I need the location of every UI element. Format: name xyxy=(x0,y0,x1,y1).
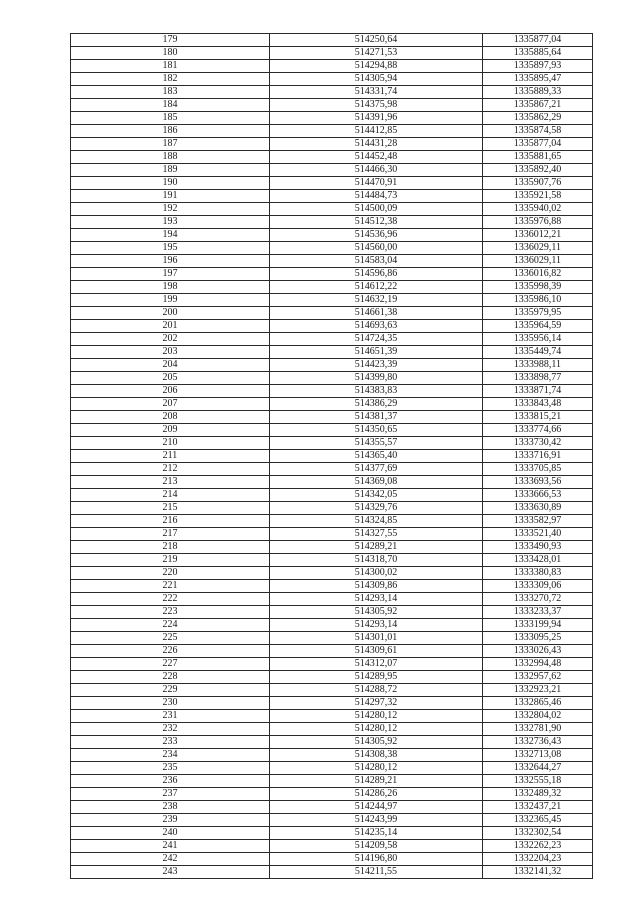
y-coordinate-cell: 1335964,59 xyxy=(483,320,593,333)
y-coordinate-cell: 1332437,21 xyxy=(483,801,593,814)
x-coordinate-cell: 514297,32 xyxy=(270,697,483,710)
table-row xyxy=(71,827,593,840)
y-coordinate-cell: 1335979,95 xyxy=(483,307,593,320)
point-number-cell: 226 xyxy=(71,645,270,658)
table-row xyxy=(71,853,593,866)
x-coordinate-cell: 514301,01 xyxy=(270,632,483,645)
table-row xyxy=(71,762,593,775)
y-coordinate-cell: 1333233,37 xyxy=(483,606,593,619)
x-coordinate-cell: 514289,21 xyxy=(270,541,483,554)
x-coordinate-cell: 514250,64 xyxy=(270,34,483,47)
point-number-cell: 221 xyxy=(71,580,270,593)
table-row xyxy=(71,86,593,99)
y-coordinate-cell: 1333309,06 xyxy=(483,580,593,593)
point-number-cell: 239 xyxy=(71,814,270,827)
y-coordinate-cell: 1335940,02 xyxy=(483,203,593,216)
x-coordinate-cell: 514536,96 xyxy=(270,229,483,242)
x-coordinate-cell: 514329,76 xyxy=(270,502,483,515)
y-coordinate-cell: 1335976,88 xyxy=(483,216,593,229)
table-row xyxy=(71,489,593,502)
y-coordinate-cell: 1335874,58 xyxy=(483,125,593,138)
y-coordinate-cell: 1333988,11 xyxy=(483,359,593,372)
x-coordinate-cell: 514651,39 xyxy=(270,346,483,359)
point-number-cell: 209 xyxy=(71,424,270,437)
table-row xyxy=(71,645,593,658)
x-coordinate-cell: 514386,29 xyxy=(270,398,483,411)
table-row xyxy=(71,294,593,307)
table-row xyxy=(71,47,593,60)
x-coordinate-cell: 514318,70 xyxy=(270,554,483,567)
point-number-cell: 214 xyxy=(71,489,270,502)
table-row xyxy=(71,190,593,203)
x-coordinate-cell: 514596,86 xyxy=(270,268,483,281)
y-coordinate-cell: 1333026,43 xyxy=(483,645,593,658)
point-number-cell: 211 xyxy=(71,450,270,463)
x-coordinate-cell: 514293,14 xyxy=(270,619,483,632)
point-number-cell: 195 xyxy=(71,242,270,255)
y-coordinate-cell: 1335889,33 xyxy=(483,86,593,99)
table-row xyxy=(71,840,593,853)
table-row xyxy=(71,671,593,684)
table-row xyxy=(71,593,593,606)
point-number-cell: 225 xyxy=(71,632,270,645)
table-row xyxy=(71,736,593,749)
y-coordinate-cell: 1333705,85 xyxy=(483,463,593,476)
table-row xyxy=(71,450,593,463)
point-number-cell: 212 xyxy=(71,463,270,476)
table-row xyxy=(71,177,593,190)
x-coordinate-cell: 514560,00 xyxy=(270,242,483,255)
point-number-cell: 200 xyxy=(71,307,270,320)
y-coordinate-cell: 1335885,64 xyxy=(483,47,593,60)
table-row xyxy=(71,437,593,450)
y-coordinate-cell: 1333666,53 xyxy=(483,489,593,502)
x-coordinate-cell: 514308,38 xyxy=(270,749,483,762)
table-row xyxy=(71,229,593,242)
y-coordinate-cell: 1332804,02 xyxy=(483,710,593,723)
point-number-cell: 181 xyxy=(71,60,270,73)
y-coordinate-cell: 1332994,48 xyxy=(483,658,593,671)
table-row xyxy=(71,268,593,281)
x-coordinate-cell: 514512,38 xyxy=(270,216,483,229)
y-coordinate-cell: 1332302,54 xyxy=(483,827,593,840)
x-coordinate-cell: 514365,40 xyxy=(270,450,483,463)
point-number-cell: 210 xyxy=(71,437,270,450)
y-coordinate-cell: 1333843,48 xyxy=(483,398,593,411)
x-coordinate-cell: 514280,12 xyxy=(270,710,483,723)
x-coordinate-cell: 514243,99 xyxy=(270,814,483,827)
point-number-cell: 243 xyxy=(71,866,270,879)
x-coordinate-cell: 514196,80 xyxy=(270,853,483,866)
point-number-cell: 201 xyxy=(71,320,270,333)
x-coordinate-cell: 514423,39 xyxy=(270,359,483,372)
y-coordinate-cell: 1333095,25 xyxy=(483,632,593,645)
table-row xyxy=(71,697,593,710)
y-coordinate-cell: 1335449,74 xyxy=(483,346,593,359)
point-number-cell: 234 xyxy=(71,749,270,762)
y-coordinate-cell: 1333871,74 xyxy=(483,385,593,398)
table-row xyxy=(71,34,593,47)
point-number-cell: 233 xyxy=(71,736,270,749)
table-row xyxy=(71,801,593,814)
y-coordinate-cell: 1333380,83 xyxy=(483,567,593,580)
table-row xyxy=(71,320,593,333)
point-number-cell: 220 xyxy=(71,567,270,580)
x-coordinate-cell: 514244,97 xyxy=(270,801,483,814)
x-coordinate-cell: 514293,14 xyxy=(270,593,483,606)
y-coordinate-cell: 1333521,40 xyxy=(483,528,593,541)
x-coordinate-cell: 514305,92 xyxy=(270,736,483,749)
table-row xyxy=(71,658,593,671)
y-coordinate-cell: 1332713,08 xyxy=(483,749,593,762)
table-row xyxy=(71,112,593,125)
table-row xyxy=(71,788,593,801)
y-coordinate-cell: 1333898,77 xyxy=(483,372,593,385)
table-row xyxy=(71,749,593,762)
point-number-cell: 188 xyxy=(71,151,270,164)
y-coordinate-cell: 1332736,43 xyxy=(483,736,593,749)
y-coordinate-cell: 1333730,42 xyxy=(483,437,593,450)
point-number-cell: 205 xyxy=(71,372,270,385)
table-row xyxy=(71,515,593,528)
table-row xyxy=(71,632,593,645)
table-row xyxy=(71,125,593,138)
table-row xyxy=(71,281,593,294)
x-coordinate-cell: 514484,73 xyxy=(270,190,483,203)
x-coordinate-cell: 514412,85 xyxy=(270,125,483,138)
x-coordinate-cell: 514693,63 xyxy=(270,320,483,333)
table-row xyxy=(71,463,593,476)
table-row xyxy=(71,307,593,320)
table-row xyxy=(71,541,593,554)
x-coordinate-cell: 514271,53 xyxy=(270,47,483,60)
coordinates-table-body xyxy=(71,34,593,879)
x-coordinate-cell: 514500,09 xyxy=(270,203,483,216)
x-coordinate-cell: 514286,26 xyxy=(270,788,483,801)
x-coordinate-cell: 514327,55 xyxy=(270,528,483,541)
point-number-cell: 241 xyxy=(71,840,270,853)
table-row xyxy=(71,99,593,112)
point-number-cell: 194 xyxy=(71,229,270,242)
y-coordinate-cell: 1333716,91 xyxy=(483,450,593,463)
table-row xyxy=(71,554,593,567)
x-coordinate-cell: 514312,07 xyxy=(270,658,483,671)
point-number-cell: 197 xyxy=(71,268,270,281)
x-coordinate-cell: 514452,48 xyxy=(270,151,483,164)
x-coordinate-cell: 514288,72 xyxy=(270,684,483,697)
point-number-cell: 206 xyxy=(71,385,270,398)
point-number-cell: 196 xyxy=(71,255,270,268)
y-coordinate-cell: 1335892,40 xyxy=(483,164,593,177)
y-coordinate-cell: 1332262,23 xyxy=(483,840,593,853)
point-number-cell: 179 xyxy=(71,34,270,47)
point-number-cell: 186 xyxy=(71,125,270,138)
point-number-cell: 230 xyxy=(71,697,270,710)
table-row xyxy=(71,242,593,255)
y-coordinate-cell: 1336029,11 xyxy=(483,255,593,268)
point-number-cell: 216 xyxy=(71,515,270,528)
y-coordinate-cell: 1335897,93 xyxy=(483,60,593,73)
y-coordinate-cell: 1333815,21 xyxy=(483,411,593,424)
table-row xyxy=(71,255,593,268)
point-number-cell: 222 xyxy=(71,593,270,606)
y-coordinate-cell: 1333774,66 xyxy=(483,424,593,437)
x-coordinate-cell: 514305,94 xyxy=(270,73,483,86)
point-number-cell: 190 xyxy=(71,177,270,190)
table-row xyxy=(71,151,593,164)
point-number-cell: 215 xyxy=(71,502,270,515)
table-row xyxy=(71,606,593,619)
point-number-cell: 217 xyxy=(71,528,270,541)
y-coordinate-cell: 1335986,10 xyxy=(483,294,593,307)
y-coordinate-cell: 1333693,56 xyxy=(483,476,593,489)
point-number-cell: 202 xyxy=(71,333,270,346)
x-coordinate-cell: 514383,83 xyxy=(270,385,483,398)
y-coordinate-cell: 1333428,01 xyxy=(483,554,593,567)
point-number-cell: 198 xyxy=(71,281,270,294)
table-row xyxy=(71,372,593,385)
x-coordinate-cell: 514300,02 xyxy=(270,567,483,580)
table-row xyxy=(71,424,593,437)
table-row xyxy=(71,60,593,73)
y-coordinate-cell: 1332141,32 xyxy=(483,866,593,879)
x-coordinate-cell: 514350,65 xyxy=(270,424,483,437)
y-coordinate-cell: 1332781,90 xyxy=(483,723,593,736)
point-number-cell: 182 xyxy=(71,73,270,86)
y-coordinate-cell: 1332204,23 xyxy=(483,853,593,866)
coordinates-table xyxy=(70,33,593,879)
table-row xyxy=(71,567,593,580)
x-coordinate-cell: 514342,05 xyxy=(270,489,483,502)
x-coordinate-cell: 514369,08 xyxy=(270,476,483,489)
x-coordinate-cell: 514309,61 xyxy=(270,645,483,658)
point-number-cell: 240 xyxy=(71,827,270,840)
y-coordinate-cell: 1333199,94 xyxy=(483,619,593,632)
table-row xyxy=(71,775,593,788)
y-coordinate-cell: 1332489,32 xyxy=(483,788,593,801)
point-number-cell: 228 xyxy=(71,671,270,684)
y-coordinate-cell: 1335956,14 xyxy=(483,333,593,346)
table-row xyxy=(71,138,593,151)
point-number-cell: 235 xyxy=(71,762,270,775)
table-row xyxy=(71,164,593,177)
table-row xyxy=(71,333,593,346)
y-coordinate-cell: 1332923,21 xyxy=(483,684,593,697)
table-row xyxy=(71,411,593,424)
point-number-cell: 180 xyxy=(71,47,270,60)
y-coordinate-cell: 1335862,29 xyxy=(483,112,593,125)
y-coordinate-cell: 1335998,39 xyxy=(483,281,593,294)
point-number-cell: 236 xyxy=(71,775,270,788)
y-coordinate-cell: 1333630,89 xyxy=(483,502,593,515)
y-coordinate-cell: 1333582,97 xyxy=(483,515,593,528)
y-coordinate-cell: 1332644,27 xyxy=(483,762,593,775)
x-coordinate-cell: 514324,85 xyxy=(270,515,483,528)
point-number-cell: 213 xyxy=(71,476,270,489)
point-number-cell: 232 xyxy=(71,723,270,736)
x-coordinate-cell: 514289,21 xyxy=(270,775,483,788)
x-coordinate-cell: 514235,14 xyxy=(270,827,483,840)
point-number-cell: 242 xyxy=(71,853,270,866)
x-coordinate-cell: 514583,04 xyxy=(270,255,483,268)
x-coordinate-cell: 514294,88 xyxy=(270,60,483,73)
point-number-cell: 191 xyxy=(71,190,270,203)
point-number-cell: 219 xyxy=(71,554,270,567)
y-coordinate-cell: 1336029,11 xyxy=(483,242,593,255)
y-coordinate-cell: 1336012,21 xyxy=(483,229,593,242)
point-number-cell: 192 xyxy=(71,203,270,216)
x-coordinate-cell: 514305,92 xyxy=(270,606,483,619)
x-coordinate-cell: 514724,35 xyxy=(270,333,483,346)
point-number-cell: 231 xyxy=(71,710,270,723)
x-coordinate-cell: 514289,95 xyxy=(270,671,483,684)
y-coordinate-cell: 1335867,21 xyxy=(483,99,593,112)
y-coordinate-cell: 1332555,18 xyxy=(483,775,593,788)
table-row xyxy=(71,619,593,632)
x-coordinate-cell: 514331,74 xyxy=(270,86,483,99)
point-number-cell: 199 xyxy=(71,294,270,307)
table-row xyxy=(71,398,593,411)
point-number-cell: 187 xyxy=(71,138,270,151)
x-coordinate-cell: 514381,37 xyxy=(270,411,483,424)
x-coordinate-cell: 514431,28 xyxy=(270,138,483,151)
table-row xyxy=(71,710,593,723)
y-coordinate-cell: 1335895,47 xyxy=(483,73,593,86)
table-row xyxy=(71,580,593,593)
point-number-cell: 184 xyxy=(71,99,270,112)
x-coordinate-cell: 514209,58 xyxy=(270,840,483,853)
table-row xyxy=(71,203,593,216)
y-coordinate-cell: 1332365,45 xyxy=(483,814,593,827)
y-coordinate-cell: 1336016,82 xyxy=(483,268,593,281)
point-number-cell: 237 xyxy=(71,788,270,801)
point-number-cell: 183 xyxy=(71,86,270,99)
table-row xyxy=(71,723,593,736)
x-coordinate-cell: 514632,19 xyxy=(270,294,483,307)
table-row xyxy=(71,528,593,541)
y-coordinate-cell: 1332865,46 xyxy=(483,697,593,710)
x-coordinate-cell: 514470,91 xyxy=(270,177,483,190)
point-number-cell: 208 xyxy=(71,411,270,424)
table-row xyxy=(71,385,593,398)
x-coordinate-cell: 514391,96 xyxy=(270,112,483,125)
point-number-cell: 238 xyxy=(71,801,270,814)
table-row xyxy=(71,814,593,827)
point-number-cell: 203 xyxy=(71,346,270,359)
table-row xyxy=(71,216,593,229)
x-coordinate-cell: 514612,22 xyxy=(270,281,483,294)
x-coordinate-cell: 514211,55 xyxy=(270,866,483,879)
y-coordinate-cell: 1335877,04 xyxy=(483,34,593,47)
table-row xyxy=(71,684,593,697)
y-coordinate-cell: 1332957,62 xyxy=(483,671,593,684)
y-coordinate-cell: 1333270,72 xyxy=(483,593,593,606)
point-number-cell: 224 xyxy=(71,619,270,632)
x-coordinate-cell: 514280,12 xyxy=(270,762,483,775)
x-coordinate-cell: 514355,57 xyxy=(270,437,483,450)
table-row xyxy=(71,73,593,86)
point-number-cell: 218 xyxy=(71,541,270,554)
y-coordinate-cell: 1335907,76 xyxy=(483,177,593,190)
x-coordinate-cell: 514661,38 xyxy=(270,307,483,320)
table-row xyxy=(71,359,593,372)
point-number-cell: 193 xyxy=(71,216,270,229)
point-number-cell: 185 xyxy=(71,112,270,125)
point-number-cell: 223 xyxy=(71,606,270,619)
table-row xyxy=(71,502,593,515)
x-coordinate-cell: 514280,12 xyxy=(270,723,483,736)
x-coordinate-cell: 514466,30 xyxy=(270,164,483,177)
point-number-cell: 189 xyxy=(71,164,270,177)
table-row xyxy=(71,866,593,879)
point-number-cell: 227 xyxy=(71,658,270,671)
table-row xyxy=(71,346,593,359)
point-number-cell: 207 xyxy=(71,398,270,411)
y-coordinate-cell: 1335877,04 xyxy=(483,138,593,151)
x-coordinate-cell: 514377,69 xyxy=(270,463,483,476)
x-coordinate-cell: 514399,80 xyxy=(270,372,483,385)
y-coordinate-cell: 1335881,65 xyxy=(483,151,593,164)
table-row xyxy=(71,476,593,489)
y-coordinate-cell: 1335921,58 xyxy=(483,190,593,203)
x-coordinate-cell: 514309,86 xyxy=(270,580,483,593)
y-coordinate-cell: 1333490,93 xyxy=(483,541,593,554)
x-coordinate-cell: 514375,98 xyxy=(270,99,483,112)
point-number-cell: 229 xyxy=(71,684,270,697)
point-number-cell: 204 xyxy=(71,359,270,372)
